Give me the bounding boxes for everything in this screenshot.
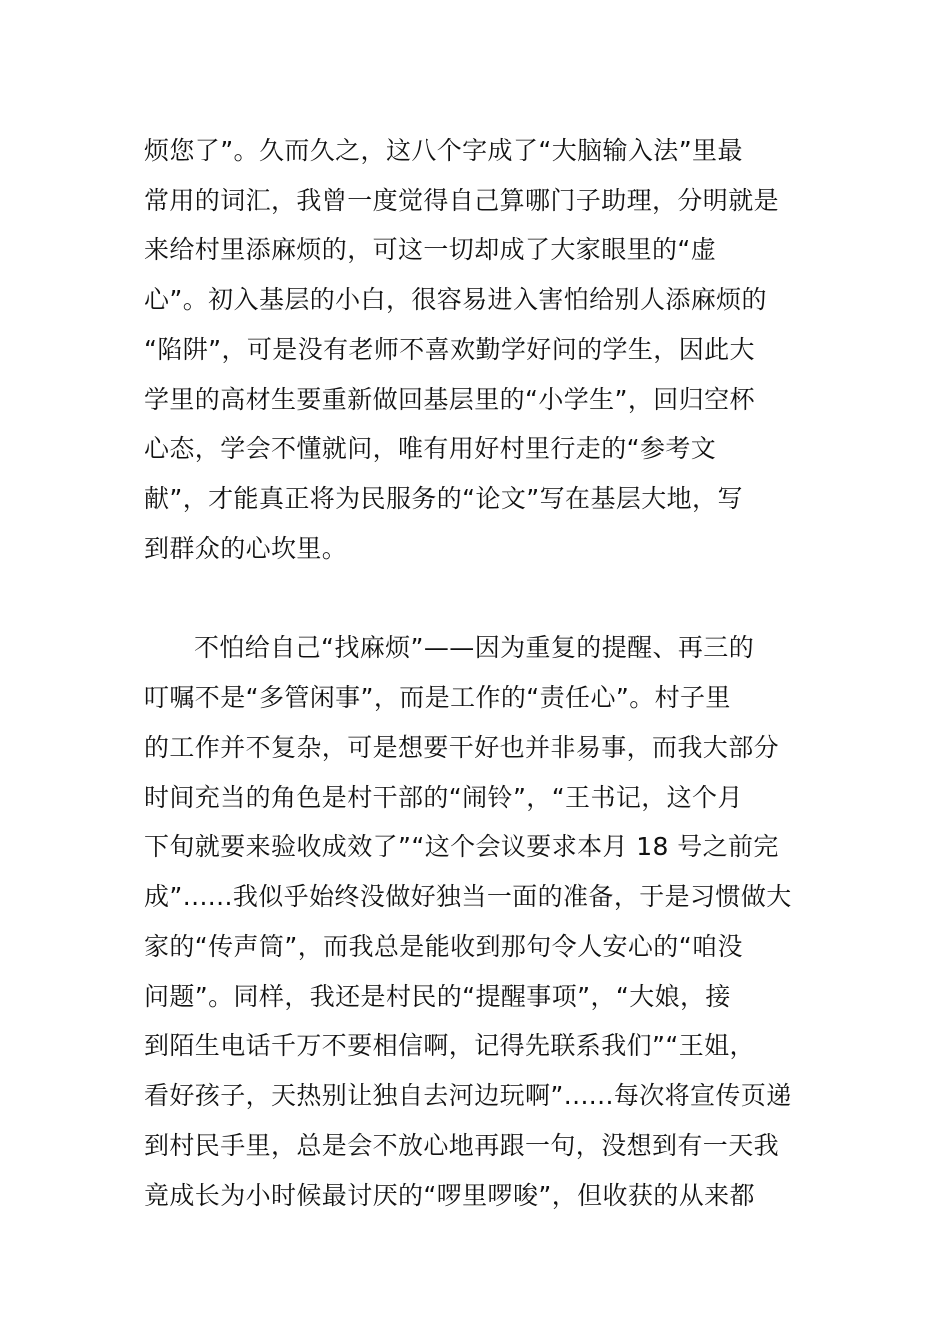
text-line: 的工作并不复杂，可是想要干好也并非易事，而我大部分 [144, 733, 780, 762]
text-line: 到陌生电话千万不要相信啊，记得先联系我们”“王姐， [144, 1031, 755, 1060]
text-line: 心态，学会不懂就问，唯有用好村里行走的“参考文 [144, 434, 717, 463]
text-line: 常用的词汇，我曾一度觉得自己算哪门子助理，分明就是 [144, 186, 780, 215]
text-line: 成”......我似乎始终没做好独当一面的准备，于是习惯做大 [144, 882, 792, 911]
text-line: 时间充当的角色是村干部的“闹铃”，“王书记，这个月 [144, 783, 743, 812]
text-line: 家的“传声筒”，而我总是能收到那句令人安心的“咱没 [144, 932, 743, 961]
text-line: 到村民手里，总是会不放心地再跟一句，没想到有一天我 [144, 1131, 780, 1160]
text-line: 叮嘱不是“多管闲事”，而是工作的“责任心”。村子里 [144, 683, 731, 712]
text-line: 学里的高材生要重新做回基层里的“小学生”，回归空杯 [144, 385, 755, 414]
text-line: 看好孩子，天热别让独自去河边玩啊”......每次将宣传页递 [144, 1081, 792, 1110]
text-line: “陷阱”，可是没有老师不喜欢勤学好问的学生，因此大 [144, 335, 755, 364]
text-line: 到群众的心坎里。 [144, 534, 348, 563]
text-line: 不怕给自己“找麻烦”——因为重复的提醒、再三的 [194, 633, 755, 662]
text-line: 烦您了”。久而久之，这八个字成了“大脑输入法”里最 [144, 136, 743, 165]
text-line: 问题”。同样，我还是村民的“提醒事项”，“大娘，接 [144, 982, 731, 1011]
text-line: 竟成长为小时候最讨厌的“啰里啰唆”，但收获的从来都 [144, 1181, 755, 1210]
text-line: 献”，才能真正将为民服务的“论文”写在基层大地，写 [144, 484, 743, 513]
text-line: 来给村里添麻烦的，可这一切却成了大家眼里的“虚 [144, 235, 717, 264]
text-line: 心”。初入基层的小白，很容易进入害怕给别人添麻烦的 [144, 285, 767, 314]
text-line: 下旬就要来验收成效了”“这个会议要求本月 18 号之前完 [144, 832, 779, 861]
